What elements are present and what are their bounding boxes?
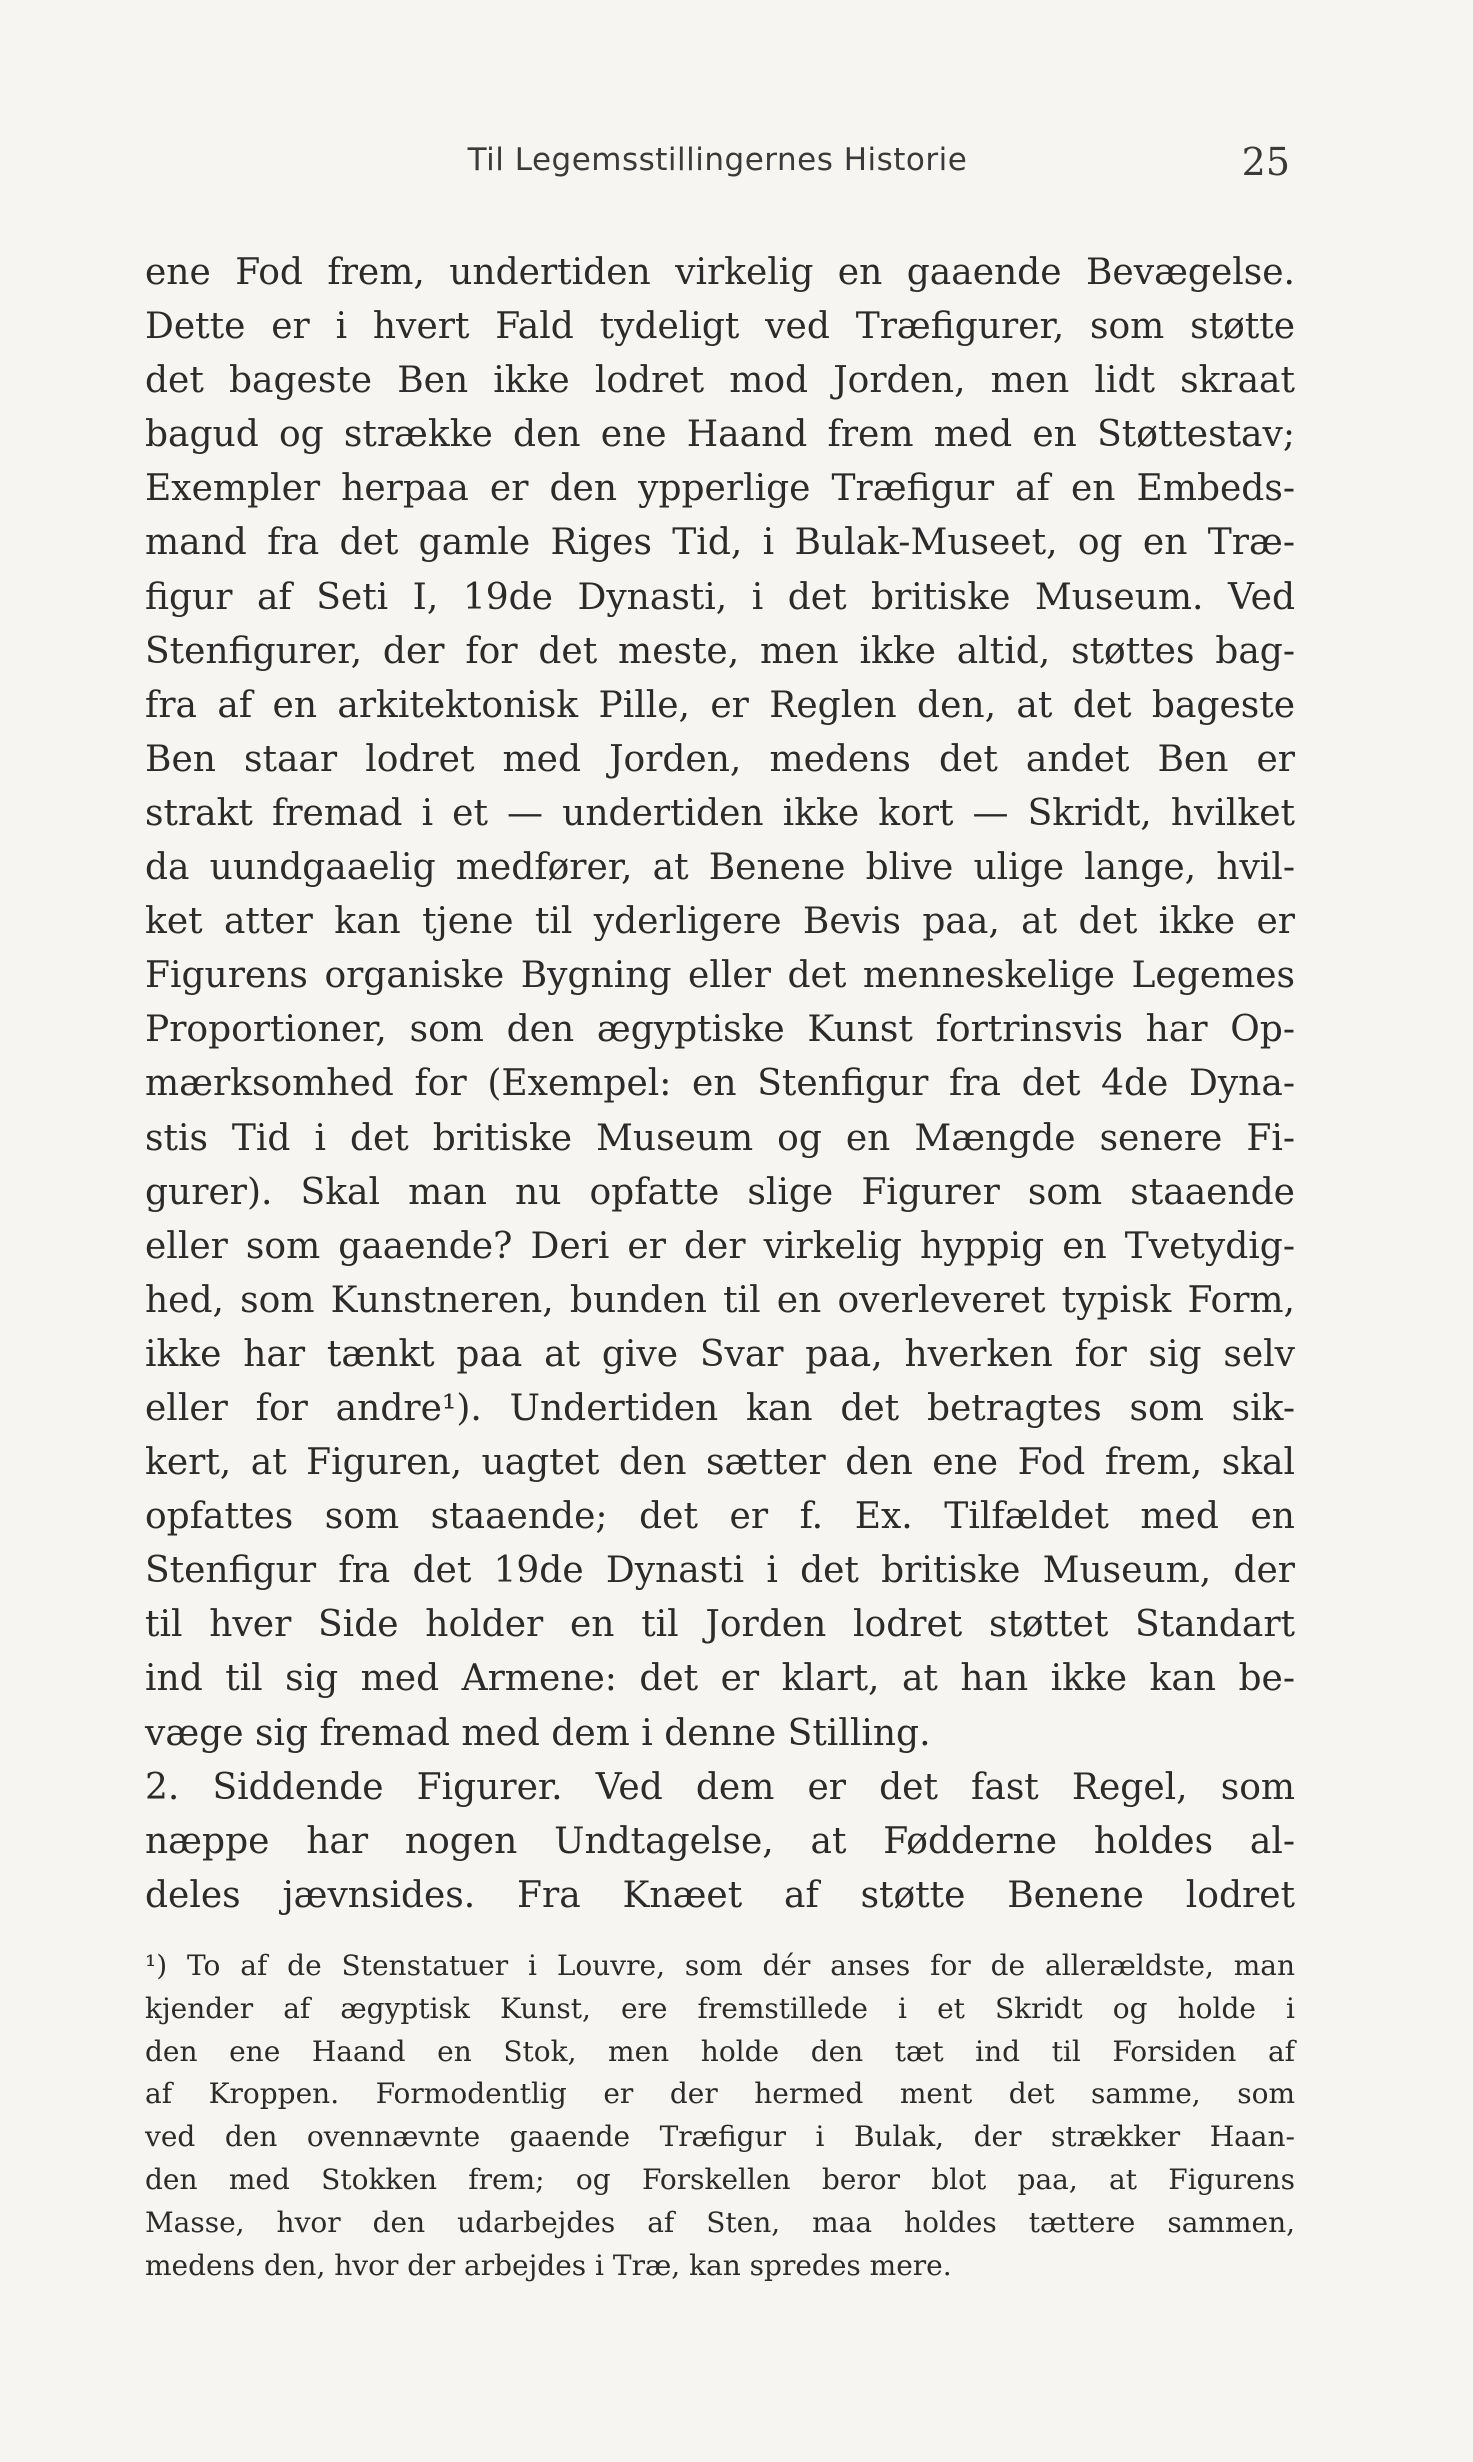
text-line: Exempler herpaa er den ypperlige Træfigur af en Embeds- (145, 468, 1295, 510)
footnote-line: ¹) To af de Stenstatuer i Louvre, som dér anses for de allerældste, man (145, 1949, 1295, 1982)
text-line: mærksomhed for (Exempel: en Stenfigur fra det 4de Dyna- (145, 1063, 1295, 1105)
running-head (145, 142, 1290, 192)
body-text (145, 246, 1295, 1923)
text-line: da uundgaaelig medfører, at Benene blive ulige lange, hvil- (145, 847, 1295, 889)
footnote-line: Masse, hvor den udarbejdes af Sten, maa holdes tættere sammen, (145, 2205, 1295, 2239)
text-line: mand fra det gamle Riges Tid, i Bulak-Museet, og en Træ- (145, 522, 1295, 564)
text-line: til hver Side holder en til Jorden lodret støttet Standart (145, 1604, 1295, 1646)
text-line: væge sig fremad med dem i denne Stilling. (145, 1712, 931, 1754)
text-line: stis Tid i det britiske Museum og en Mængde senere Fi- (145, 1117, 1295, 1159)
text-line: hed, som Kunstneren, bunden til en overleveret typisk Form, (145, 1279, 1295, 1321)
text-line: Proportioner, som den ægyptiske Kunst fortrinsvis har Op- (145, 1009, 1295, 1051)
footnote-line: medens den, hvor der arbejdes i Træ, kan spredes mere. (145, 2248, 952, 2282)
text-line: ind til sig med Armene: det er klart, at han ikke kan be- (145, 1658, 1295, 1700)
text-line: deles jævnsides. Fra Knæet af støtte Benene lodret (145, 1874, 1295, 1916)
text-line: Dette er i hvert Fald tydeligt ved Træfigurer, som støtte (145, 306, 1295, 348)
text-line: opfattes som staaende; det er f. Ex. Tilfældet med en (145, 1496, 1295, 1538)
text-line: strakt fremad i et — undertiden ikke kort — Skridt, hvilket (145, 792, 1295, 834)
text-line: gurer). Skal man nu opfatte slige Figurer som staaende (145, 1171, 1295, 1213)
text-line: det bageste Ben ikke lodret mod Jorden, men lidt skraat (145, 360, 1295, 402)
text-line: Figurens organiske Bygning eller det menneskelige Legemes (145, 955, 1295, 997)
text-line: eller som gaaende? Deri er der virkelig hyppig en Tvetydig- (145, 1225, 1295, 1267)
text-line: ikke har tænkt paa at give Svar paa, hverken for sig selv (145, 1333, 1295, 1375)
footnote-line: kjender af ægyptisk Kunst, ere fremstillede i et Skridt og holde i (145, 1991, 1295, 2025)
text-line: ket atter kan tjene til yderligere Bevis paa, at det ikke er (145, 901, 1295, 943)
text-line: Stenfigurer, der for det meste, men ikke altid, støttes bag- (145, 630, 1295, 672)
text-line: fra af en arkitektonisk Pille, er Reglen den, at det bageste (145, 684, 1295, 726)
footnotes (145, 1945, 1295, 2287)
text-line: 2. Siddende Figurer. Ved dem er det fast Regel, som (145, 1766, 1295, 1808)
text-line: kert, at Figuren, uagtet den sætter den ene Fod frem, skal (145, 1442, 1295, 1484)
footnote-line: af Kroppen. Formodentlig er der hermed ment det samme, som (145, 2077, 1295, 2111)
footnote-line: den med Stokken frem; og Forskellen beror blot paa, at Figurens (145, 2162, 1295, 2196)
footnote-line: den ene Haand en Stok, men holde den tæt ind til Forsiden af (145, 2034, 1295, 2068)
running-title: Til Legemsstillingernes Historie (467, 142, 968, 178)
text-line: Stenfigur fra det 19de Dynasti i det britiske Museum, der (145, 1550, 1295, 1592)
text-line: Ben staar lodret med Jorden, medens det andet Ben er (145, 738, 1295, 780)
page-number: 25 (1241, 140, 1290, 184)
text-line: næppe har nogen Undtagelse, at Fødderne holdes al- (145, 1820, 1295, 1862)
text-line: eller for andre¹). Undertiden kan det betragtes som sik- (145, 1387, 1295, 1429)
text-line: ene Fod frem, undertiden virkelig en gaaende Bevægelse. (145, 252, 1295, 293)
text-line: bagud og strække den ene Haand frem med en Støttestav; (145, 414, 1295, 456)
text-line: figur af Seti I, 19de Dynasti, i det britiske Museum. Ved (145, 576, 1295, 618)
footnote-line: ved den ovennævnte gaaende Træfigur i Bulak, der strækker Haan- (145, 2120, 1295, 2154)
